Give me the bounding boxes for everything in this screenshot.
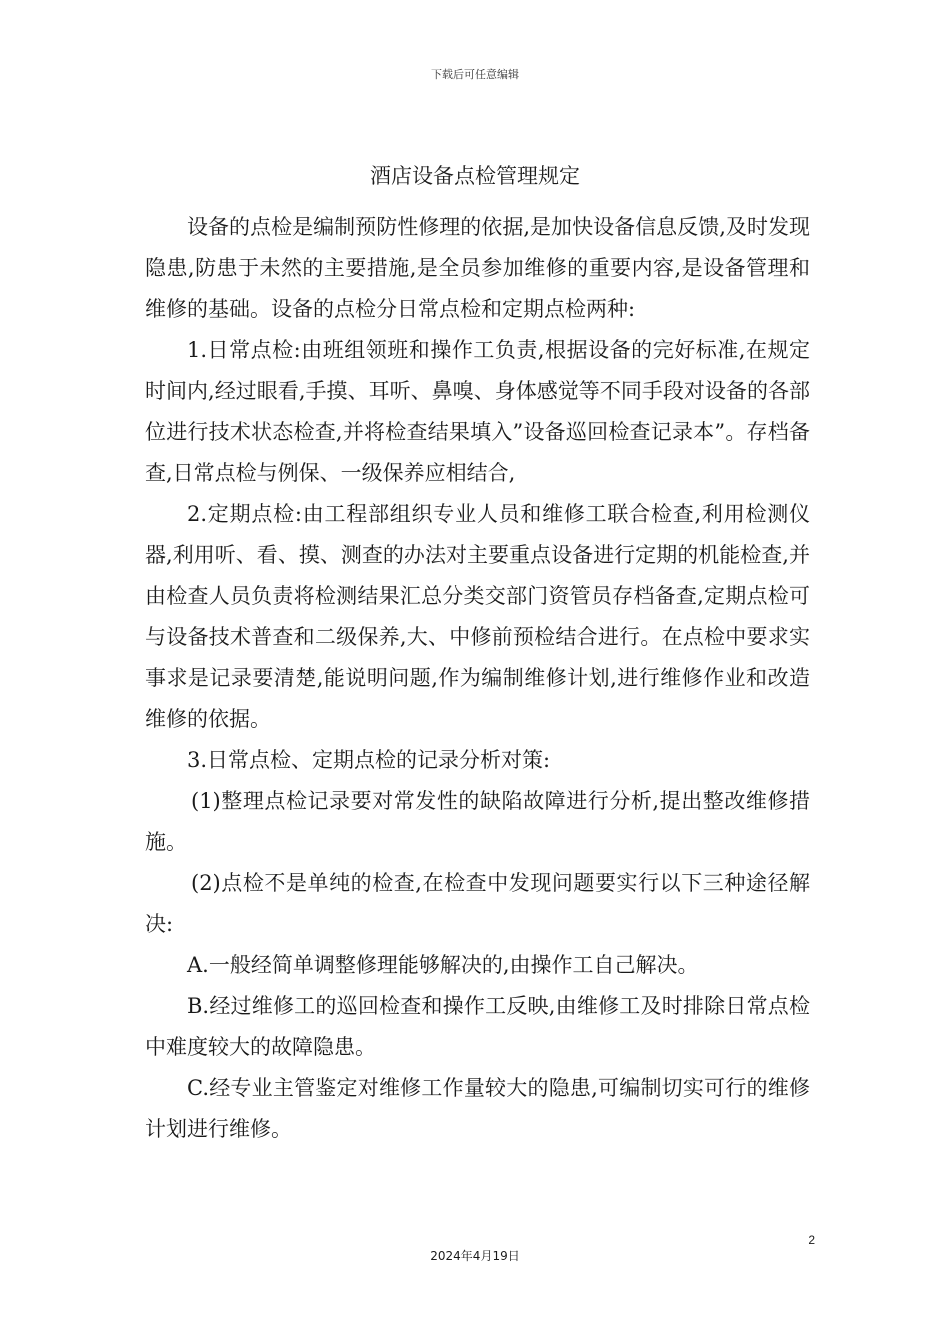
paragraph-periodic-inspection: 2.定期点检:由工程部组织专业人员和维修工联合检查,利用检测仪器,利用听、看、摸、测查的办法对主要重点设备进行定期的机能检查,并由检查人员负责将检测结果汇总分类交部门资管员存档备查,定期点检可与设备技术普查和二级保养,大、中修前预检结合进行。在点检中要求实事求是记录要清楚,能说明问题,作为编制维修计划,进行维修作业和改造维修的依据。: [145, 502, 810, 731]
document-title: 酒店设备点检管理规定: [370, 164, 580, 188]
header-note: 下载后可任意编辑: [431, 68, 519, 81]
paragraph-item-b: B.经过维修工的巡回检查和操作工反映,由维修工及时排除日常点检中难度较大的故障隐患。: [145, 994, 810, 1059]
document-body: [145, 207, 810, 1150]
paragraph-item-2: (2)点检不是单纯的检查,在检查中发现问题要实行以下三种途径解决:: [145, 871, 810, 936]
paragraph-daily-inspection: 1.日常点检:由班组领班和操作工负责,根据设备的完好标准,在规定时间内,经过眼看,手摸、耳听、鼻嗅、身体感觉等不同手段对设备的各部位进行技术状态检查,并将检查结果填入”设备巡回检查记录本”。存档备查,日常点检与例保、一级保养应相结合,: [145, 338, 810, 485]
paragraph-intro: 设备的点检是编制预防性修理的依据,是加快设备信息反馈,及时发现隐患,防患于未然的主要措施,是全员参加维修的重要内容,是设备管理和维修的基础。设备的点检分日常点检和定期点检两种:: [145, 215, 810, 321]
paragraph-item-1: (1)整理点检记录要对常发性的缺陷故障进行分析,提出整改维修措施。: [145, 789, 810, 854]
paragraph-item-c: C.经专业主管鉴定对维修工作量较大的隐患,可编制切实可行的维修计划进行维修。: [145, 1076, 810, 1141]
paragraph-item-a: A.一般经简单调整修理能够解决的,由操作工自己解决。: [187, 953, 699, 977]
footer-date: 2024年4月19日: [430, 1249, 520, 1263]
page-number: 2: [808, 1233, 815, 1247]
paragraph-record-analysis: 3.日常点检、定期点检的记录分析对策:: [187, 748, 551, 772]
